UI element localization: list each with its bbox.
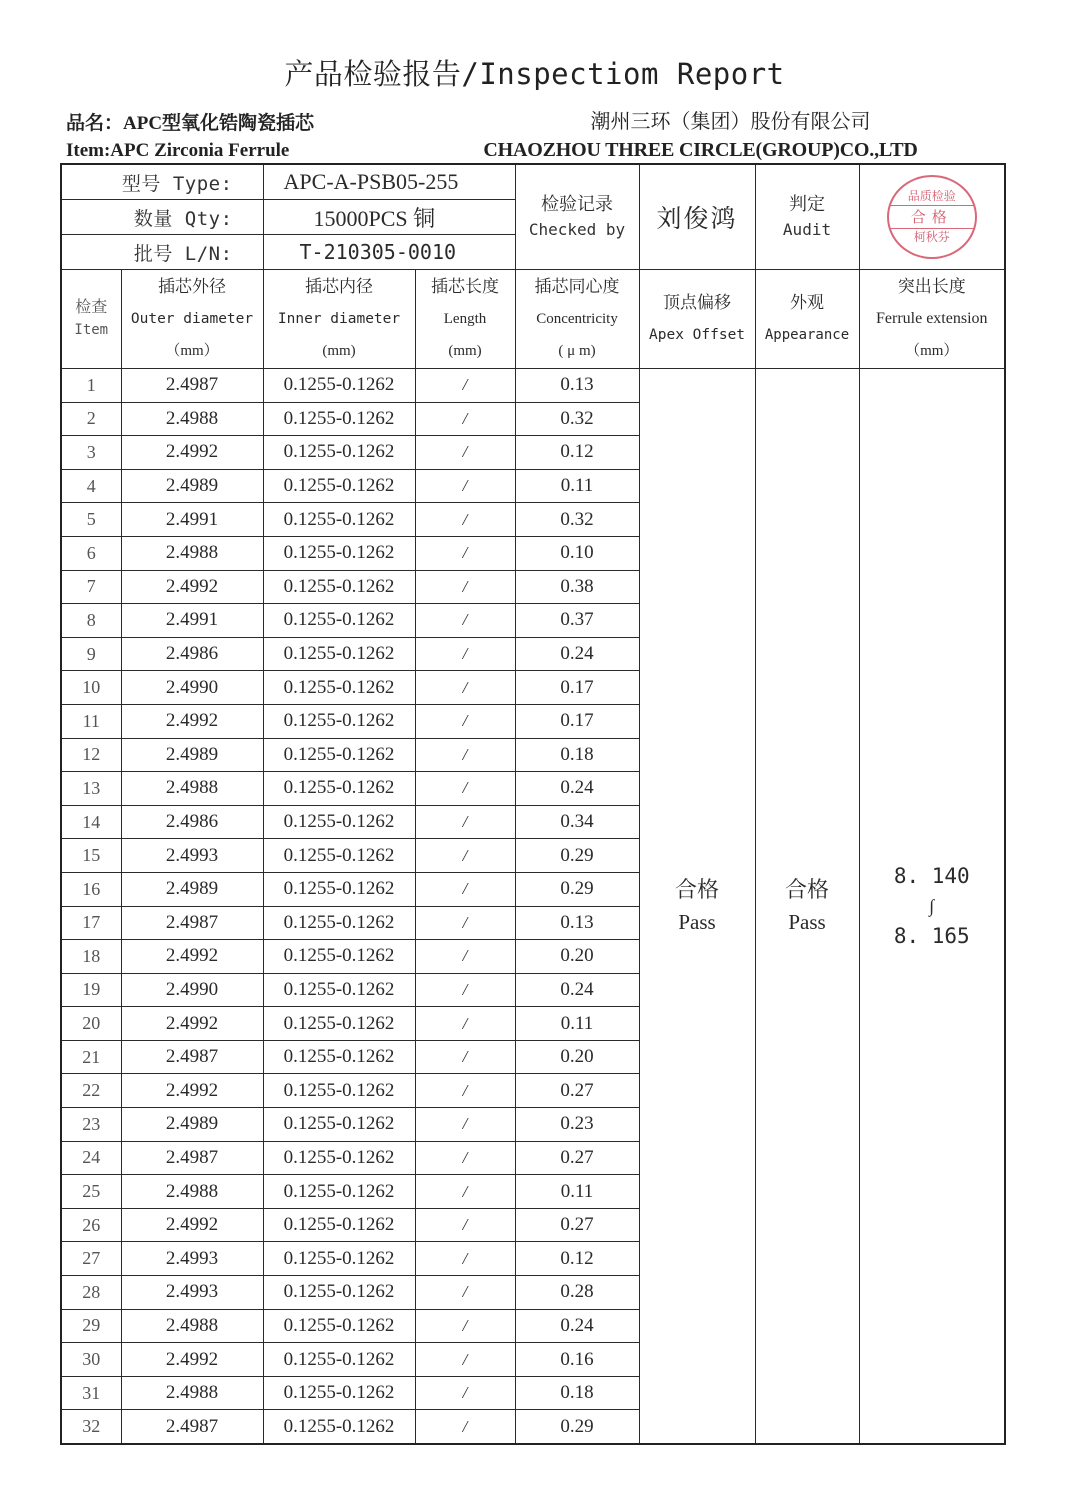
length-value: / [415, 671, 515, 705]
length-value: / [415, 402, 515, 436]
concentricity-value: 0.32 [515, 503, 639, 537]
outer-diameter-value: 2.4988 [121, 772, 263, 806]
concentricity-value: 0.13 [515, 369, 639, 403]
company-name-en: CHAOZHOU THREE CIRCLE(GROUP)CO.,LTD [483, 139, 918, 161]
audit-cn: 判定 [789, 194, 826, 214]
length-value: / [415, 1242, 515, 1276]
item-number: 16 [61, 872, 121, 906]
inner-diameter-value: 0.1255-0.1262 [263, 469, 415, 503]
outer-diameter-value: 2.4988 [121, 402, 263, 436]
item-number: 19 [61, 973, 121, 1007]
outer-diameter-value: 2.4989 [121, 738, 263, 772]
inner-diameter-value: 0.1255-0.1262 [263, 839, 415, 873]
apex-offset-result-en: Pass [678, 910, 716, 934]
item-number: 11 [61, 704, 121, 738]
outer-diameter-value: 2.4989 [121, 1108, 263, 1142]
outer-diameter-value: 2.4986 [121, 637, 263, 671]
outer-diameter-value: 2.4992 [121, 940, 263, 974]
ferrule-extension-result [859, 369, 1005, 1445]
item-number: 4 [61, 469, 121, 503]
item-number: 32 [61, 1410, 121, 1444]
audit-stamp-cell [859, 164, 1005, 270]
inner-diameter-value: 0.1255-0.1262 [263, 536, 415, 570]
length-value: / [415, 570, 515, 604]
length-value: / [415, 738, 515, 772]
outer-diameter-value: 2.4988 [121, 536, 263, 570]
outer-diameter-value: 2.4987 [121, 906, 263, 940]
length-value: / [415, 940, 515, 974]
type-label: 型号 Type: [61, 164, 263, 200]
concentricity-value: 0.20 [515, 940, 639, 974]
inner-diameter-value: 0.1255-0.1262 [263, 872, 415, 906]
length-value: / [415, 469, 515, 503]
concentricity-value: 0.38 [515, 570, 639, 604]
checked-by-en: Checked by [528, 220, 626, 239]
inner-diameter-value: 0.1255-0.1262 [263, 1309, 415, 1343]
concentricity-value: 0.27 [515, 1074, 639, 1108]
length-value: / [415, 906, 515, 940]
length-value: / [415, 604, 515, 638]
col-item: 检查 Item [61, 270, 121, 369]
approval-stamp [887, 175, 977, 259]
concentricity-value: 0.37 [515, 604, 639, 638]
inner-diameter-value: 0.1255-0.1262 [263, 570, 415, 604]
outer-diameter-value: 2.4991 [121, 503, 263, 537]
item-number: 13 [61, 772, 121, 806]
lot-value: T-210305-0010 [263, 235, 515, 270]
info-row-type [61, 164, 1005, 200]
inner-diameter-value: 0.1255-0.1262 [263, 1175, 415, 1209]
concentricity-value: 0.18 [515, 1376, 639, 1410]
concentricity-value: 0.27 [515, 1141, 639, 1175]
product-info [66, 110, 314, 164]
item-number: 12 [61, 738, 121, 772]
stamp-result: 合格 [889, 205, 975, 229]
item-number: 25 [61, 1175, 121, 1209]
concentricity-value: 0.13 [515, 906, 639, 940]
inspection-table [60, 163, 1006, 1445]
col-concentricity: 插芯同心度 Concentricity ( μ m) [515, 270, 639, 369]
outer-diameter-value: 2.4988 [121, 1175, 263, 1209]
inner-diameter-value: 0.1255-0.1262 [263, 503, 415, 537]
inner-diameter-value: 0.1255-0.1262 [263, 906, 415, 940]
item-number: 1 [61, 369, 121, 403]
length-value: / [415, 369, 515, 403]
inner-diameter-value: 0.1255-0.1262 [263, 436, 415, 470]
item-number: 3 [61, 436, 121, 470]
outer-diameter-value: 2.4993 [121, 1276, 263, 1310]
item-number: 31 [61, 1376, 121, 1410]
outer-diameter-value: 2.4992 [121, 704, 263, 738]
outer-diameter-value: 2.4990 [121, 973, 263, 1007]
audit-en: Audit [782, 220, 832, 239]
length-value: / [415, 1208, 515, 1242]
concentricity-value: 0.24 [515, 772, 639, 806]
inner-diameter-value: 0.1255-0.1262 [263, 1343, 415, 1377]
outer-diameter-value: 2.4989 [121, 469, 263, 503]
apex-offset-result [639, 369, 755, 1445]
length-value: / [415, 536, 515, 570]
length-value: / [415, 872, 515, 906]
length-value: / [415, 839, 515, 873]
col-inner-diameter: 插芯内径 Inner diameter (mm) [263, 270, 415, 369]
outer-diameter-value: 2.4992 [121, 1343, 263, 1377]
length-value: / [415, 1040, 515, 1074]
col-length: 插芯长度 Length (mm) [415, 270, 515, 369]
length-value: / [415, 1175, 515, 1209]
concentricity-value: 0.29 [515, 872, 639, 906]
stamp-dept: 品质检验 [907, 189, 956, 203]
length-value: / [415, 1410, 515, 1444]
concentricity-value: 0.29 [515, 839, 639, 873]
report-title: 产品检验报告/Inspectiom Report [284, 57, 785, 91]
lot-label: 批号 L/N: [61, 235, 263, 270]
outer-diameter-value: 2.4988 [121, 1309, 263, 1343]
concentricity-value: 0.23 [515, 1108, 639, 1142]
measurement-rows [61, 369, 1005, 1445]
inner-diameter-value: 0.1255-0.1262 [263, 805, 415, 839]
appearance-result-en: Pass [788, 910, 826, 934]
length-value: / [415, 637, 515, 671]
inner-diameter-value: 0.1255-0.1262 [263, 738, 415, 772]
length-value: / [415, 1141, 515, 1175]
outer-diameter-value: 2.4987 [121, 369, 263, 403]
inner-diameter-value: 0.1255-0.1262 [263, 1141, 415, 1175]
concentricity-value: 0.18 [515, 738, 639, 772]
qty-label: 数量 Qty: [61, 200, 263, 235]
item-number: 7 [61, 570, 121, 604]
inner-diameter-value: 0.1255-0.1262 [263, 1276, 415, 1310]
inner-diameter-value: 0.1255-0.1262 [263, 940, 415, 974]
qty-value: 15000PCS 铜 [263, 200, 515, 235]
outer-diameter-value: 2.4993 [121, 1242, 263, 1276]
item-number: 14 [61, 805, 121, 839]
item-number: 15 [61, 839, 121, 873]
outer-diameter-value: 2.4990 [121, 671, 263, 705]
audit-label [755, 164, 859, 270]
concentricity-value: 0.11 [515, 469, 639, 503]
outer-diameter-value: 2.4993 [121, 839, 263, 873]
outer-diameter-value: 2.4991 [121, 604, 263, 638]
length-value: / [415, 1108, 515, 1142]
length-value: / [415, 1074, 515, 1108]
concentricity-value: 0.10 [515, 536, 639, 570]
item-number: 23 [61, 1108, 121, 1142]
appearance-result-cn: 合格 [785, 877, 830, 902]
item-number: 10 [61, 671, 121, 705]
item-number: 21 [61, 1040, 121, 1074]
item-number: 29 [61, 1309, 121, 1343]
inner-diameter-value: 0.1255-0.1262 [263, 1108, 415, 1142]
item-number: 22 [61, 1074, 121, 1108]
col-appearance: 外观 Appearance [755, 270, 859, 369]
outer-diameter-value: 2.4988 [121, 1376, 263, 1410]
inner-diameter-value: 0.1255-0.1262 [263, 671, 415, 705]
type-value: APC-A-PSB05-255 [263, 164, 515, 200]
checked-by-label [515, 164, 639, 270]
length-value: / [415, 1276, 515, 1310]
concentricity-value: 0.24 [515, 1309, 639, 1343]
length-value: / [415, 436, 515, 470]
concentricity-value: 0.16 [515, 1343, 639, 1377]
checked-by-cn: 检验记录 [541, 194, 614, 214]
item-number: 20 [61, 1007, 121, 1041]
length-value: / [415, 1343, 515, 1377]
column-header-row [61, 270, 1005, 369]
concentricity-value: 0.27 [515, 1208, 639, 1242]
concentricity-value: 0.17 [515, 704, 639, 738]
item-number: 2 [61, 402, 121, 436]
item-number: 17 [61, 906, 121, 940]
item-number: 24 [61, 1141, 121, 1175]
inner-diameter-value: 0.1255-0.1262 [263, 772, 415, 806]
concentricity-value: 0.24 [515, 637, 639, 671]
extension-max: 8. 165 [893, 924, 970, 948]
item-number: 8 [61, 604, 121, 638]
length-value: / [415, 772, 515, 806]
outer-diameter-value: 2.4987 [121, 1040, 263, 1074]
outer-diameter-value: 2.4989 [121, 872, 263, 906]
inner-diameter-value: 0.1255-0.1262 [263, 369, 415, 403]
concentricity-value: 0.32 [515, 402, 639, 436]
range-separator: ∫ [929, 896, 935, 916]
appearance-result [755, 369, 859, 1445]
concentricity-value: 0.17 [515, 671, 639, 705]
inner-diameter-value: 0.1255-0.1262 [263, 704, 415, 738]
item-number: 18 [61, 940, 121, 974]
outer-diameter-value: 2.4992 [121, 570, 263, 604]
stamp-signer: 柯秋芬 [913, 230, 950, 244]
apex-offset-result-cn: 合格 [675, 877, 720, 902]
inner-diameter-value: 0.1255-0.1262 [263, 402, 415, 436]
length-value: / [415, 1309, 515, 1343]
outer-diameter-value: 2.4987 [121, 1141, 263, 1175]
item-number: 28 [61, 1276, 121, 1310]
concentricity-value: 0.24 [515, 973, 639, 1007]
product-name-cn: 品名：APC型氧化锆陶瓷插芯 [66, 113, 315, 134]
col-ferrule-extension: 突出长度 Ferrule extension （mm） [859, 270, 1005, 369]
item-number: 26 [61, 1208, 121, 1242]
outer-diameter-value: 2.4986 [121, 805, 263, 839]
outer-diameter-value: 2.4992 [121, 1007, 263, 1041]
outer-diameter-value: 2.4987 [121, 1410, 263, 1444]
extension-min: 8. 140 [893, 864, 970, 888]
inner-diameter-value: 0.1255-0.1262 [263, 1242, 415, 1276]
inner-diameter-value: 0.1255-0.1262 [263, 637, 415, 671]
product-name-en: Item:APC Zirconia Ferrule [66, 140, 290, 161]
outer-diameter-value: 2.4992 [121, 1074, 263, 1108]
item-number: 30 [61, 1343, 121, 1377]
concentricity-value: 0.11 [515, 1175, 639, 1209]
inner-diameter-value: 0.1255-0.1262 [263, 1007, 415, 1041]
inner-diameter-value: 0.1255-0.1262 [263, 1040, 415, 1074]
item-number: 5 [61, 503, 121, 537]
inner-diameter-value: 0.1255-0.1262 [263, 1410, 415, 1444]
company-info [468, 108, 933, 164]
col-outer-diameter: 插芯外径 Outer diameter （mm） [121, 270, 263, 369]
concentricity-value: 0.12 [515, 436, 639, 470]
length-value: / [415, 704, 515, 738]
concentricity-value: 0.12 [515, 1242, 639, 1276]
col-apex-offset: 顶点偏移 Apex Offset [639, 270, 755, 369]
item-number: 9 [61, 637, 121, 671]
length-value: / [415, 973, 515, 1007]
concentricity-value: 0.11 [515, 1007, 639, 1041]
table-row [61, 369, 1005, 403]
outer-diameter-value: 2.4992 [121, 436, 263, 470]
concentricity-value: 0.29 [515, 1410, 639, 1444]
item-number: 6 [61, 536, 121, 570]
inner-diameter-value: 0.1255-0.1262 [263, 1208, 415, 1242]
length-value: / [415, 1007, 515, 1041]
concentricity-value: 0.34 [515, 805, 639, 839]
outer-diameter-value: 2.4992 [121, 1208, 263, 1242]
company-name-cn: 潮州三环（集团）股份有限公司 [590, 111, 871, 133]
length-value: / [415, 503, 515, 537]
item-number: 27 [61, 1242, 121, 1276]
inner-diameter-value: 0.1255-0.1262 [263, 1074, 415, 1108]
concentricity-value: 0.20 [515, 1040, 639, 1074]
concentricity-value: 0.28 [515, 1276, 639, 1310]
inner-diameter-value: 0.1255-0.1262 [263, 1376, 415, 1410]
inner-diameter-value: 0.1255-0.1262 [263, 973, 415, 1007]
inner-diameter-value: 0.1255-0.1262 [263, 604, 415, 638]
length-value: / [415, 1376, 515, 1410]
checker-name: 刘俊鸿 [639, 164, 755, 270]
length-value: / [415, 805, 515, 839]
